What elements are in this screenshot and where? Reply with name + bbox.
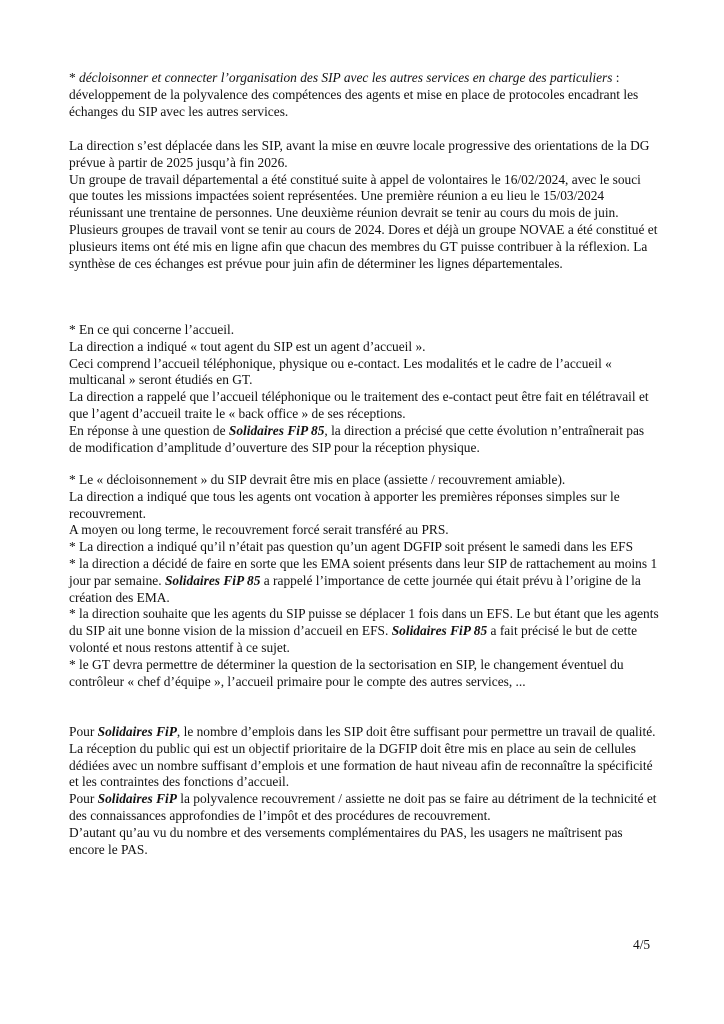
paragraph: Ceci comprend l’accueil téléphonique, physique ou e-contact. Les modalités et le cadre de l’accueil « multicanal » seront étudiés en GT.: [69, 355, 612, 388]
italic-lead: décloisonner et connecter l’organisation des SIP avec les autres services en charge des particuliers: [79, 70, 613, 85]
text: Pour: [69, 791, 98, 807]
text: Pour: [69, 724, 98, 739]
page-number: 4/5: [633, 937, 651, 952]
section-solidaires-position: [69, 724, 659, 858]
section-accueil: [69, 322, 659, 456]
paragraph: [69, 724, 659, 791]
paragraph: La direction s’est déplacée dans les SIP, avant la mise en œuvre locale progressive des orientations de la DG prévue à partir de 2025 jusqu’à fin 2026.: [69, 138, 650, 170]
section-decloisonnement: [69, 472, 659, 690]
paragraph: * La direction a indiqué qu’il n’était pas question qu’un agent DGFIP soit présent le samedi dans les EFS: [69, 539, 634, 555]
union-name: Solidaires FiP 85: [164, 572, 261, 588]
bullet-star: *: [69, 70, 80, 85]
text: * la direction a décidé de faire en sorte que les EMA soient présents dans leur SIP de rattachement au moins 1 jour par semaine.: [69, 555, 658, 588]
union-name: Solidaires FiP: [97, 791, 177, 807]
text: * la direction souhaite que les agents du SIP puisse se déplacer 1 fois dans un EFS. Le but étant que les agents du SIP ait une bonne vision de la mission d’accueil en EFS.: [69, 606, 659, 639]
union-name: Solidaires FiP: [97, 724, 177, 739]
paragraph: * Le « décloisonnement » du SIP devrait être mis en place (assiette / recouvrement amiable).: [69, 472, 566, 487]
union-name: Solidaires FiP 85: [391, 623, 488, 639]
paragraph: [69, 423, 659, 457]
paragraph: La direction a indiqué « tout agent du SIP est un agent d’accueil ».: [69, 338, 426, 354]
paragraph: La direction a rappelé que l’accueil téléphonique ou le traitement des e-contact peut être fait en télétravail et que l’agent d’accueil traite le « back office » de ses réceptions.: [69, 389, 649, 421]
paragraph: [69, 606, 659, 656]
paragraph: Plusieurs groupes de travail vont se tenir au cours de 2024. Dores et déjà un groupe NOVAE a été constitué et plusieurs items ont été mis en ligne afin que chacun des membres du GT puisse contribuer à la réflexion. La synthèse de ces échanges est prévue pour juin afin de déterminer les lignes départementales.: [69, 221, 658, 271]
paragraph: Un groupe de travail départemental a été constitué suite à appel de volontaires le 16/02/2024, avec le souci que toutes les missions impactées soient représentées. Une première réunion a eu lieu le 15/03/2024 réunissant une trentaine de personnes. Une deuxième réunion devrait se tenir au cours du mois de juin.: [69, 171, 641, 221]
paragraph: [69, 556, 659, 606]
text: a rappelé l’importance de cette journée qui était prévu à l’origine de la création des EMA.: [69, 572, 641, 605]
text: la polyvalence recouvrement / assiette ne doit pas se faire au détriment de la technicité et des connaissances approfondies de l’impôt et des procédures de recouvrement.: [69, 791, 657, 823]
paragraph: D’autant qu’au vu du nombre et des versements complémentaires du PAS, les usagers ne maîtrisent pas encore le PAS.: [69, 824, 623, 857]
section-direction-deplacement: [69, 138, 659, 272]
paragraph: [69, 791, 659, 825]
paragraph-text: : développement de la polyvalence des compétences des agents et mise en place de protocoles encadrant les échanges du SIP avec les autres services.: [69, 70, 639, 119]
section-decloisonner: [69, 70, 659, 120]
paragraph: * En ce qui concerne l’accueil.: [69, 322, 235, 337]
paragraph: La direction a indiqué que tous les agents ont vocation à apporter les premières réponses simples sur le recouvrement.: [69, 488, 620, 521]
text: , le nombre d’emplois dans les SIP doit être suffisant pour permettre un travail de qualité. La réception du public qui est un objectif prioritaire de la DGFIP doit être mis en place au sein de cellules dédiées avec un nombre suffisant d’emplois et une formation de haut niveau afin de reconnaître la spécificité et les contraintes des fonctions d’accueil.: [69, 724, 656, 790]
union-name: Solidaires FiP 85: [228, 422, 325, 438]
text: a fait précisé le but de cette volonté et nous restons attentif à ce sujet.: [69, 623, 638, 655]
paragraph: * le GT devra permettre de déterminer la question de la sectorisation en SIP, le changement éventuel du contrôleur « chef d’équipe », l’accueil primaire pour le compte des autres services, ...: [69, 656, 624, 689]
paragraph: A moyen ou long terme, le recouvrement forcé serait transféré au PRS.: [69, 522, 449, 538]
paragraph: [69, 70, 659, 120]
text: En réponse à une question de: [69, 422, 229, 438]
text: , la direction a précisé que cette évolution n’entraînerait pas de modification d’amplitude d’ouverture des SIP pour la réception physique.: [69, 422, 645, 455]
